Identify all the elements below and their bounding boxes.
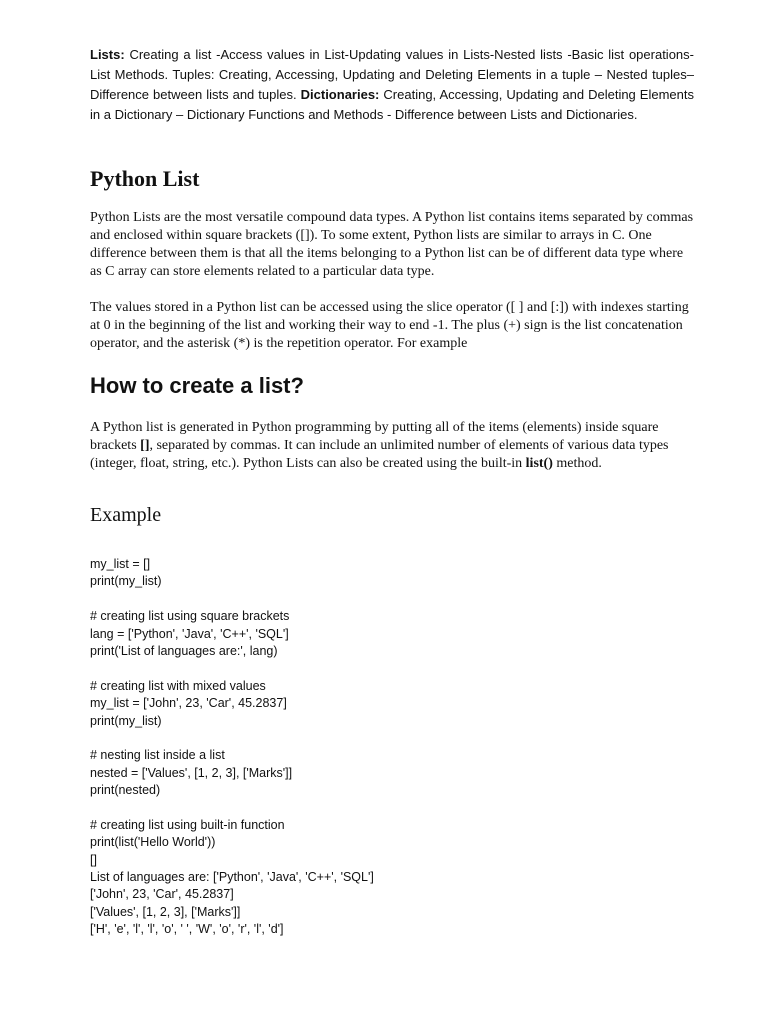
code-line: # creating list with mixed values [90, 678, 266, 693]
code-line: # creating list using square brackets [90, 609, 290, 624]
code-line: nested = ['Values', [1, 2, 3], ['Marks']] [90, 765, 293, 780]
lists-text: Creating a list -Access values in List-Updating values in Lists-Nested lists -Basic list operations-List Methods. Tuples: Creating, Accessing, Updating and Deleting Elements in a tuple – Nested tuples– Difference between lists and tuples. [90, 47, 694, 102]
list-method-code: list() [525, 456, 553, 471]
code-line: print(nested) [90, 783, 161, 798]
code-line: print(list('Hello World')) [90, 835, 216, 850]
code-line: # nesting list inside a list [90, 748, 225, 763]
create-list-heading: How to create a list? [90, 373, 304, 398]
python-list-intro-paragraph: Python Lists are the most versatile compound data types. A Python list contains items separated by commas and enclosed within square brackets ([]). To some extent, Python lists are similar to arrays in C. One difference between them is that all the items belonging to a Python list can be of different data type where as C array can store elements related to a particular data type. [90, 210, 694, 279]
example-heading: Example [90, 504, 162, 526]
output-line: List of languages are: ['Python', 'Java', 'C++', 'SQL'] [90, 870, 374, 885]
code-line [90, 730, 694, 747]
create-list-text-2: , separated by commas. It can include an unlimited number of elements of various data types (integer, float, string, etc.). Python Lists can also be created using the built-in [90, 438, 669, 471]
output-line: ['Values', [1, 2, 3], ['Marks']] [90, 904, 241, 919]
code-line [90, 660, 694, 677]
code-line [90, 799, 694, 816]
code-line: print('List of languages are:', lang) [90, 643, 278, 658]
lists-label: Lists: [90, 47, 125, 62]
create-list-paragraph [90, 419, 694, 473]
syllabus-paragraph [90, 45, 694, 125]
code-line: my_list = [] [90, 557, 151, 571]
code-line: lang = ['Python', 'Java', 'C++', 'SQL'] [90, 626, 289, 641]
example-code-block [90, 556, 694, 939]
output-line: ['H', 'e', 'l', 'l', 'o', ' ', 'W', 'o', 'r', 'l', 'd'] [90, 922, 284, 937]
dictionaries-text: Creating, Accessing, Updating and Deleting Elements in a Dictionary – Dictionary Functions and Methods - Difference between Lists and Dictionaries. [90, 87, 694, 122]
create-list-text-1: A Python list is generated in Python programming by putting all of the items (elements) inside square brackets [90, 420, 659, 453]
code-line: print(my_list) [90, 713, 162, 728]
code-line: print(my_list) [90, 574, 162, 589]
create-list-text-3: method. [552, 456, 602, 471]
code-line: my_list = ['John', 23, 'Car', 45.2837] [90, 696, 287, 711]
dictionaries-label: Dictionaries: [300, 87, 380, 102]
code-line: # creating list using built-in function [90, 817, 285, 832]
python-list-heading: Python List [90, 166, 200, 191]
slice-operator-paragraph: The values stored in a Python list can be accessed using the slice operator ([ ] and [:]) with indexes starting at 0 in the beginning of the list and working their way to end -1. The plus (+) sign is the list concatenation operator, and the asterisk (*) is the repetition operator. For example [90, 300, 689, 351]
output-line: ['John', 23, 'Car', 45.2837] [90, 887, 234, 902]
code-line [90, 591, 694, 608]
output-line: [] [90, 852, 97, 867]
brackets-code: [] [140, 438, 150, 453]
